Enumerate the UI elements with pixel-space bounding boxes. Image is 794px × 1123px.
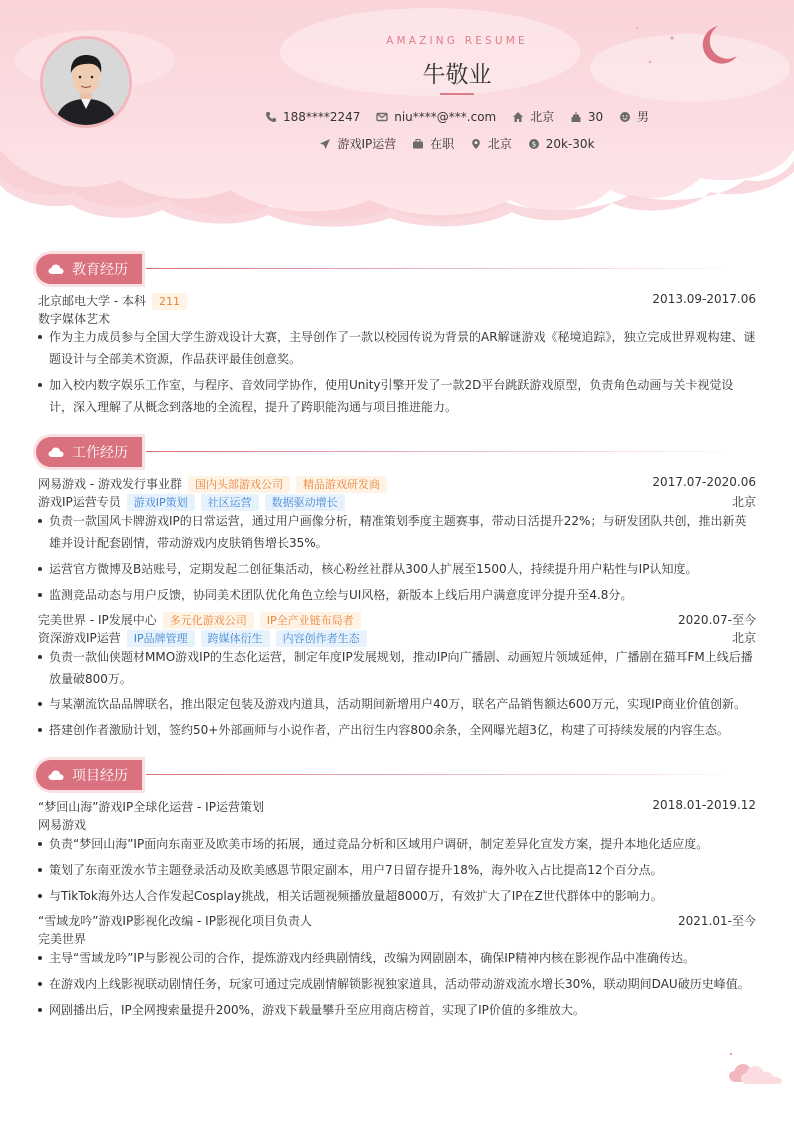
company-tag: 多元化游戏公司 — [163, 612, 254, 629]
company-tag: 精品游戏研发商 — [296, 476, 387, 493]
briefcase-icon — [412, 138, 424, 150]
section-divider — [146, 268, 726, 269]
job-date: 2017.07-2020.06 — [652, 475, 756, 489]
skill-tag: 内容创作者生态 — [276, 630, 367, 647]
project-bullet: 主导“雪域龙吟”IP与影视公司的合作，提炼游戏内经典剧情线，改编为网剧剧本，确保IP精神内核在影视作品中准确传达。 — [38, 947, 756, 969]
svg-text:$: $ — [531, 140, 536, 149]
company-tag: 国内头部游戏公司 — [188, 476, 290, 493]
salary-item: $ 20k-30k — [528, 137, 595, 151]
company-tag: IP全产业链布局者 — [260, 612, 361, 629]
major: 数字媒体艺术 — [38, 312, 111, 326]
job-intent-row — [0, 135, 794, 152]
phone-item: 188****2247 — [265, 110, 360, 124]
project-bullet: 与TikTok海外达人合作发起Cosplay挑战，相关话题视频播放量超8000万，有效扩大了IP在Z世代群体中的影响力。 — [38, 885, 756, 907]
money-icon — [528, 138, 540, 150]
job-bullet: 运营官方微博及B站账号，定期发起二创征集活动，核心粉丝社群从300人扩展至1500人，持续提升用户粘性与IP认知度。 — [38, 558, 756, 580]
resume-tagline: AMAZING RESUME — [386, 35, 528, 47]
project-header — [38, 912, 756, 929]
project-bullet: 负责“梦回山海”IP面向东南亚及欧美市场的拓展，通过竞品分析和区域用户调研，制定差异化宣发方案，提升本地化适应度。 — [38, 833, 756, 855]
project-bullet: 在游戏内上线影视联动剧情任务，玩家可通过完成剧情解锁影视独家道具，活动带动游戏流水增长30%，联动期间DAU破历史峰值。 — [38, 973, 756, 995]
section-divider — [146, 451, 726, 452]
mail-icon — [376, 111, 388, 123]
job-role: 游戏IP运营专员 — [38, 495, 121, 509]
project-bullet: 策划了东南亚泼水节主题登录活动及欧美感恩节限定副本，用户7日留存提升18%，海外收入占比提高12个百分点。 — [38, 859, 756, 881]
project-bullet: 网剧播出后，IP全网搜索量提升200%，游戏下载量攀升至应用商店榜首，实现了IP价值的多维放大。 — [38, 999, 756, 1021]
project-name: “梦回山海”游戏IP全球化运营 - IP运营策划 — [38, 800, 264, 814]
job-date: 2020.07-至今 — [678, 613, 756, 627]
section-divider — [146, 774, 726, 775]
school-name: 北京邮电大学 - 本科 — [38, 294, 146, 308]
section-title-education: 教育经历 — [36, 253, 142, 285]
decorative-cloud-icon — [724, 1048, 786, 1088]
location-icon — [470, 138, 482, 150]
skill-tag: IP品牌管理 — [127, 630, 195, 647]
project-date: 2021.01-至今 — [678, 914, 756, 928]
job-status-item: 在职 — [412, 135, 454, 152]
job-role-row — [38, 493, 756, 511]
cloud-icon — [48, 769, 64, 781]
contact-info-row — [0, 108, 794, 125]
project-name: “雪域龙吟”游戏IP影视化改编 - IP影视化项目负责人 — [38, 914, 312, 928]
smile-icon — [619, 111, 631, 123]
job-bullet: 负责一款仙侠题材MMO游戏IP的生态化运营，制定年度IP发展规划，推动IP向广播剧、动画短片领域延伸，广播剧在猫耳FM上线后播放量破800万。 — [38, 646, 756, 690]
project-date: 2018.01-2019.12 — [652, 798, 756, 812]
skill-tag: 数据驱动增长 — [265, 494, 345, 511]
company-name: 完美世界 - IP发展中心 — [38, 613, 157, 627]
section-title-work: 工作经历 — [36, 436, 142, 468]
send-icon — [319, 138, 331, 150]
phone-icon — [265, 111, 277, 123]
job-role: 资深游戏IP运营 — [38, 631, 121, 645]
job-city: 北京 — [731, 495, 756, 509]
job-header — [38, 475, 756, 493]
skill-tag: 跨媒体衍生 — [201, 630, 270, 647]
education-bullet: 加入校内数字娱乐工作室，与程序、音效同学协作，使用Unity引擎开发了一款2D平台跳跃游戏原型，负责角色动画与关卡视觉设计，深入理解了从概念到落地的全流程，提升了跨职能沟通与项目推进能力。 — [38, 374, 756, 418]
age-item: 30 — [570, 110, 603, 124]
section-title-projects: 项目经历 — [36, 759, 142, 791]
target-city-item: 北京 — [470, 135, 512, 152]
name-underline — [440, 93, 474, 95]
project-header — [38, 798, 756, 815]
education-date: 2013.09-2017.06 — [652, 292, 756, 306]
job-bullet: 搭建创作者激励计划，签约50+外部画师与小说作者，产出衍生内容800余条，全网曝光超3亿，构建了可持续发展的内容生态。 — [38, 719, 756, 741]
company-name: 网易游戏 - 游戏发行事业群 — [38, 477, 182, 491]
job-role-row — [38, 629, 756, 647]
home-city-item: 北京 — [512, 108, 554, 125]
header-banner — [0, 0, 794, 230]
candidate-name: 牛敬业 — [422, 62, 492, 88]
job-city: 北京 — [731, 631, 756, 645]
school-tag: 211 — [152, 293, 187, 310]
job-bullet: 与某潮流饮品品牌联名，推出限定包装及游戏内道具，活动期间新增用户40万，联名产品销售额达600万元，实现IP商业价值创新。 — [38, 693, 756, 715]
gender-item: 男 — [619, 108, 649, 125]
cloud-icon — [48, 263, 64, 275]
home-icon — [512, 111, 524, 123]
job-bullet: 负责一款国风卡牌游戏IP的日常运营，通过用户画像分析，精准策划季度主题赛事，带动日活提升22%；与研发团队共创，推出新英雄并设计配套剧情，带动游戏内皮肤销售增长35%。 — [38, 510, 756, 554]
education-header — [38, 292, 756, 310]
job-header — [38, 611, 756, 629]
email-item: niu****@***.com — [376, 110, 496, 124]
project-org: 网易游戏 — [38, 818, 87, 832]
target-position-item: 游戏IP运营 — [319, 135, 396, 152]
cake-icon — [570, 111, 582, 123]
project-org: 完美世界 — [38, 932, 87, 946]
skill-tag: 社区运营 — [201, 494, 259, 511]
job-bullet: 监测竞品动态与用户反馈，协同美术团队优化角色立绘与UI风格，新版本上线后用户满意度评分提升至4.8分。 — [38, 584, 756, 606]
skill-tag: 游戏IP策划 — [127, 494, 195, 511]
cloud-icon — [48, 446, 64, 458]
education-bullet: 作为主力成员参与全国大学生游戏设计大赛，主导创作了一款以校园传说为背景的AR解谜游戏《秘境追踪》，独立完成世界观构建、谜题设计与全部美术资源，作品获评最佳创意奖。 — [38, 326, 756, 370]
